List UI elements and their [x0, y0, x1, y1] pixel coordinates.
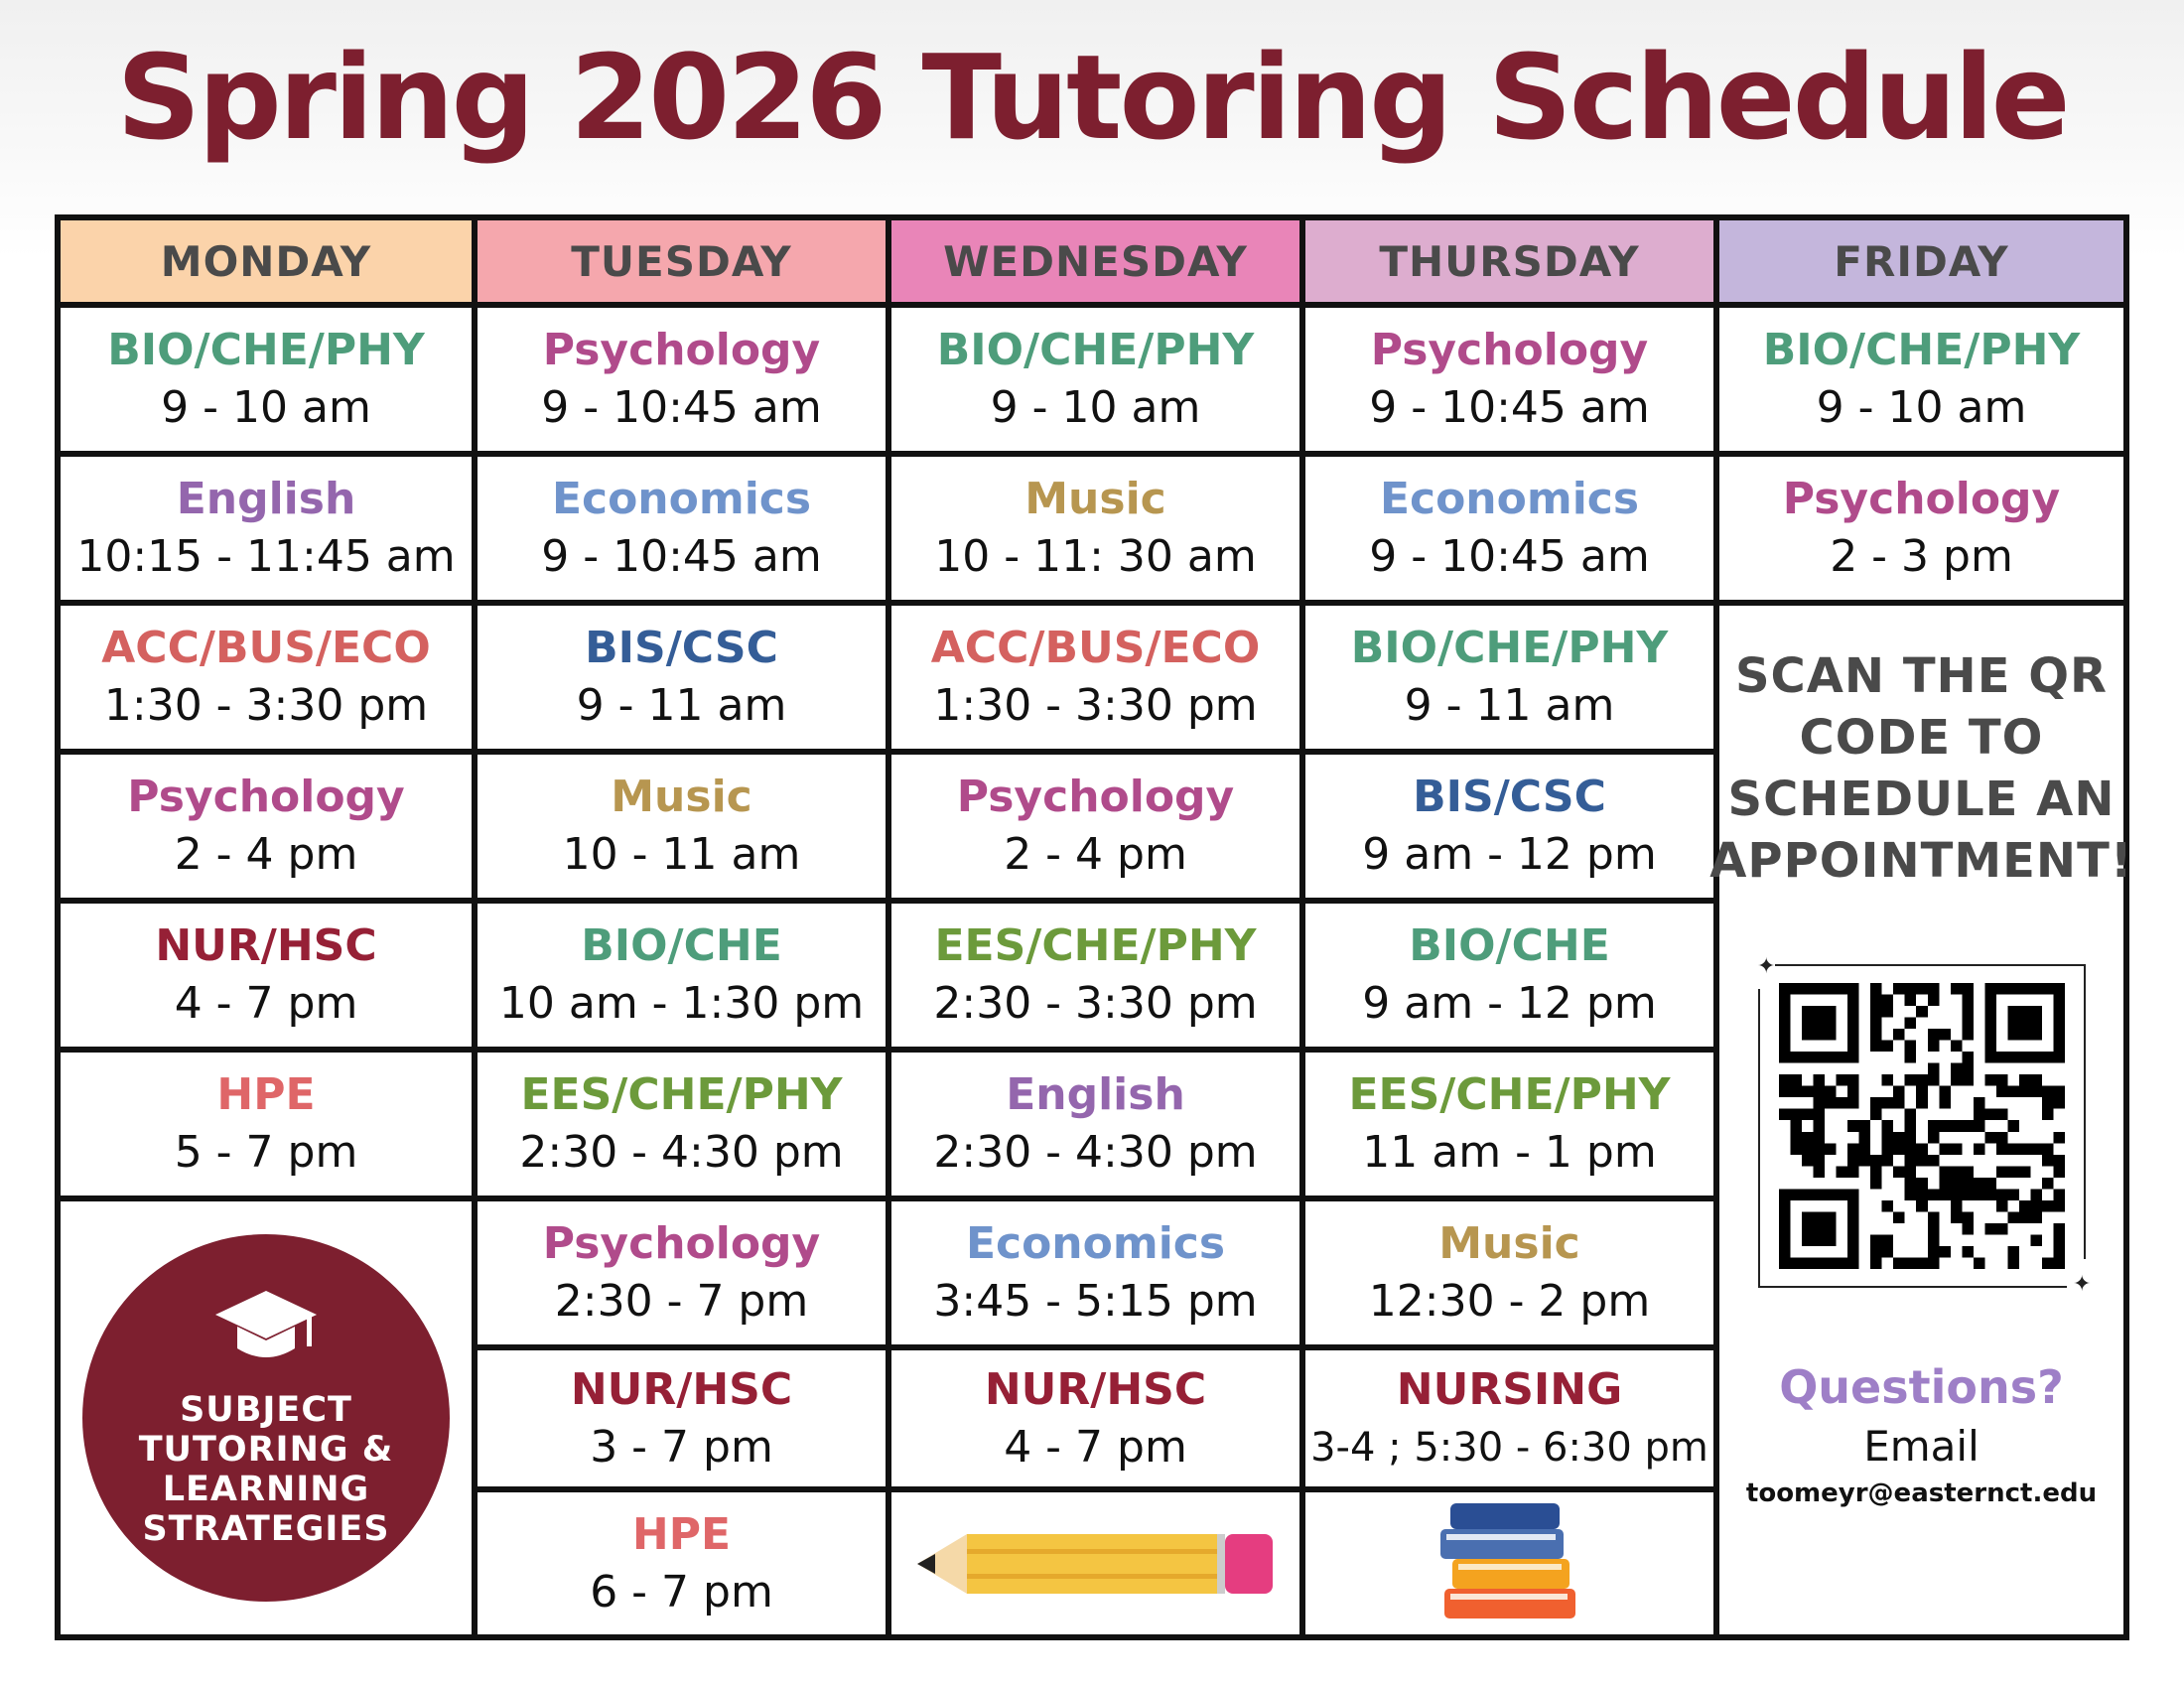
session-subject: BIO/CHE/PHY — [936, 325, 1255, 375]
session-cell — [1305, 1350, 1713, 1492]
session-subject: ACC/BUS/ECO — [101, 623, 431, 673]
session-time: 9 am - 12 pm — [1362, 978, 1657, 1029]
session-subject: NURSING — [1396, 1363, 1623, 1415]
session-time: 6 - 7 pm — [590, 1566, 773, 1618]
session-time: 9 - 10 am — [990, 382, 1201, 433]
session-subject: BIO/CHE/PHY — [1762, 325, 2081, 375]
session-subject: Psychology — [542, 325, 821, 375]
session-cell — [478, 1201, 886, 1350]
session-subject: Psychology — [1370, 325, 1649, 375]
column-friday — [1709, 220, 2133, 1634]
session-subject: NUR/HSC — [984, 1363, 1207, 1415]
session-subject: Music — [611, 772, 752, 822]
day-header-wednesday: WEDNESDAY — [891, 220, 1299, 308]
scan-line: SCHEDULE AN — [1727, 772, 2116, 827]
questions-heading: Questions? — [1779, 1360, 2064, 1414]
session-time: 11 am - 1 pm — [1362, 1127, 1657, 1178]
session-cell — [478, 606, 886, 755]
session-time: 12:30 - 2 pm — [1368, 1276, 1651, 1327]
session-time: 2:30 - 4:30 pm — [933, 1127, 1258, 1178]
session-subject: ACC/BUS/ECO — [930, 623, 1261, 673]
session-subject: BIO/CHE — [1409, 920, 1610, 971]
svg-text:✦: ✦ — [2072, 1272, 2091, 1297]
session-cell — [478, 1350, 886, 1492]
session-subject: NUR/HSC — [155, 920, 377, 971]
session-cell — [891, 1350, 1299, 1492]
column-wednesday — [891, 220, 1299, 1634]
session-cell — [891, 1053, 1299, 1201]
schedule-grid — [55, 214, 2133, 1640]
session-time: 10:15 - 11:45 am — [76, 531, 456, 582]
session-time: 9 - 10 am — [1816, 382, 2027, 433]
qr-frame — [1756, 954, 2091, 1297]
column-thursday — [1305, 220, 1713, 1634]
session-time: 3 - 7 pm — [590, 1421, 773, 1473]
session-cell — [478, 1492, 886, 1634]
pencil-icon — [917, 1519, 1275, 1609]
session-cell — [478, 904, 886, 1053]
books-cell — [1305, 1492, 1713, 1634]
session-time: 1:30 - 3:30 pm — [933, 680, 1258, 731]
session-cell — [891, 308, 1299, 457]
session-cell — [61, 606, 472, 755]
session-subject: HPE — [631, 1508, 732, 1560]
session-time: 9 - 10 am — [161, 382, 371, 433]
session-time: 9 - 10:45 am — [1369, 531, 1650, 582]
session-subject: BIS/CSC — [1413, 772, 1606, 822]
session-cell — [61, 755, 472, 904]
session-cell — [478, 1053, 886, 1201]
session-cell — [1719, 457, 2123, 606]
badge-line: TUTORING & — [138, 1430, 394, 1470]
session-time: 10 am - 1:30 pm — [498, 978, 865, 1029]
session-cell — [1305, 904, 1713, 1053]
session-subject: Psychology — [542, 1218, 821, 1269]
tutoring-badge — [82, 1234, 450, 1602]
session-subject: Economics — [965, 1218, 1226, 1269]
session-time: 2:30 - 7 pm — [554, 1276, 809, 1327]
session-subject: BIO/CHE/PHY — [1350, 623, 1669, 673]
email-label: Email — [1863, 1422, 1979, 1471]
badge-line: STRATEGIES — [142, 1509, 390, 1549]
session-subject: Psychology — [127, 772, 405, 822]
session-cell — [1305, 606, 1713, 755]
page-title: Spring 2026 Tutoring Schedule — [116, 29, 2068, 166]
session-cell — [1305, 1201, 1713, 1350]
books-icon — [1431, 1501, 1589, 1625]
session-subject: Psychology — [956, 772, 1235, 822]
session-cell — [891, 1201, 1299, 1350]
session-subject: Music — [1438, 1218, 1580, 1269]
svg-text:✦: ✦ — [1756, 954, 1775, 979]
session-cell — [891, 606, 1299, 755]
day-header-friday: FRIDAY — [1719, 220, 2123, 308]
appointment-panel — [1709, 606, 2133, 1634]
session-subject: EES/CHE/PHY — [934, 920, 1257, 971]
badge-line: LEARNING — [162, 1470, 370, 1509]
column-monday — [61, 220, 472, 1634]
session-cell — [891, 904, 1299, 1053]
session-time: 2 - 3 pm — [1830, 531, 2013, 582]
session-cell — [1305, 1053, 1713, 1201]
session-cell — [1305, 457, 1713, 606]
session-cell — [1719, 308, 2123, 457]
session-subject: English — [1006, 1069, 1185, 1120]
session-subject: BIO/CHE — [581, 920, 782, 971]
session-time: 9 - 10:45 am — [1369, 382, 1650, 433]
session-time: 2 - 4 pm — [174, 829, 358, 880]
session-cell — [1305, 308, 1713, 457]
session-cell — [61, 1053, 472, 1201]
session-time: 9 - 10:45 am — [541, 382, 822, 433]
session-time: 3-4 ; 5:30 - 6:30 pm — [1310, 1424, 1708, 1471]
session-time: 9 - 11 am — [1404, 680, 1615, 731]
scan-line: SCAN THE QR — [1734, 648, 2108, 704]
session-time: 4 - 7 pm — [1004, 1421, 1187, 1473]
session-time: 9 - 10:45 am — [541, 531, 822, 582]
session-subject: EES/CHE/PHY — [520, 1069, 843, 1120]
session-subject: Psychology — [1782, 474, 2061, 524]
pencil-cell — [891, 1492, 1299, 1634]
qr-code[interactable] — [1779, 983, 2065, 1269]
session-cell — [61, 308, 472, 457]
session-time: 4 - 7 pm — [174, 978, 358, 1029]
day-header-thursday: THURSDAY — [1305, 220, 1713, 308]
scan-line: APPOINTMENT! — [1709, 833, 2133, 889]
badge-cell — [61, 1201, 472, 1634]
session-time: 2:30 - 3:30 pm — [933, 978, 1258, 1029]
email-link[interactable]: toomeyr@easternct.edu — [1745, 1478, 2098, 1508]
session-time: 10 - 11: 30 am — [934, 531, 1257, 582]
session-time: 2 - 4 pm — [1004, 829, 1187, 880]
session-cell — [891, 755, 1299, 904]
session-time: 2:30 - 4:30 pm — [519, 1127, 844, 1178]
scan-line: CODE TO — [1799, 710, 2044, 766]
session-time: 9 - 11 am — [576, 680, 787, 731]
session-cell — [61, 904, 472, 1053]
session-cell — [891, 457, 1299, 606]
session-subject: EES/CHE/PHY — [1348, 1069, 1671, 1120]
day-header-tuesday: TUESDAY — [478, 220, 886, 308]
session-cell — [478, 308, 886, 457]
session-cell — [1305, 755, 1713, 904]
session-time: 5 - 7 pm — [174, 1127, 358, 1178]
column-tuesday — [478, 220, 886, 1634]
session-time: 10 - 11 am — [562, 829, 801, 880]
session-subject: BIS/CSC — [585, 623, 778, 673]
session-subject: NUR/HSC — [570, 1363, 793, 1415]
session-time: 1:30 - 3:30 pm — [103, 680, 429, 731]
session-time: 3:45 - 5:15 pm — [933, 1276, 1258, 1327]
session-cell — [478, 457, 886, 606]
session-subject: English — [176, 474, 356, 524]
graduation-cap-icon — [211, 1287, 321, 1366]
session-subject: BIO/CHE/PHY — [107, 325, 425, 375]
session-cell — [478, 755, 886, 904]
session-time: 9 am - 12 pm — [1362, 829, 1657, 880]
session-subject: Economics — [1379, 474, 1640, 524]
session-cell — [61, 457, 472, 606]
session-subject: Economics — [551, 474, 812, 524]
day-header-monday: MONDAY — [61, 220, 472, 308]
badge-line: SUBJECT — [180, 1390, 352, 1430]
session-subject: Music — [1024, 474, 1166, 524]
session-subject: HPE — [216, 1069, 316, 1120]
